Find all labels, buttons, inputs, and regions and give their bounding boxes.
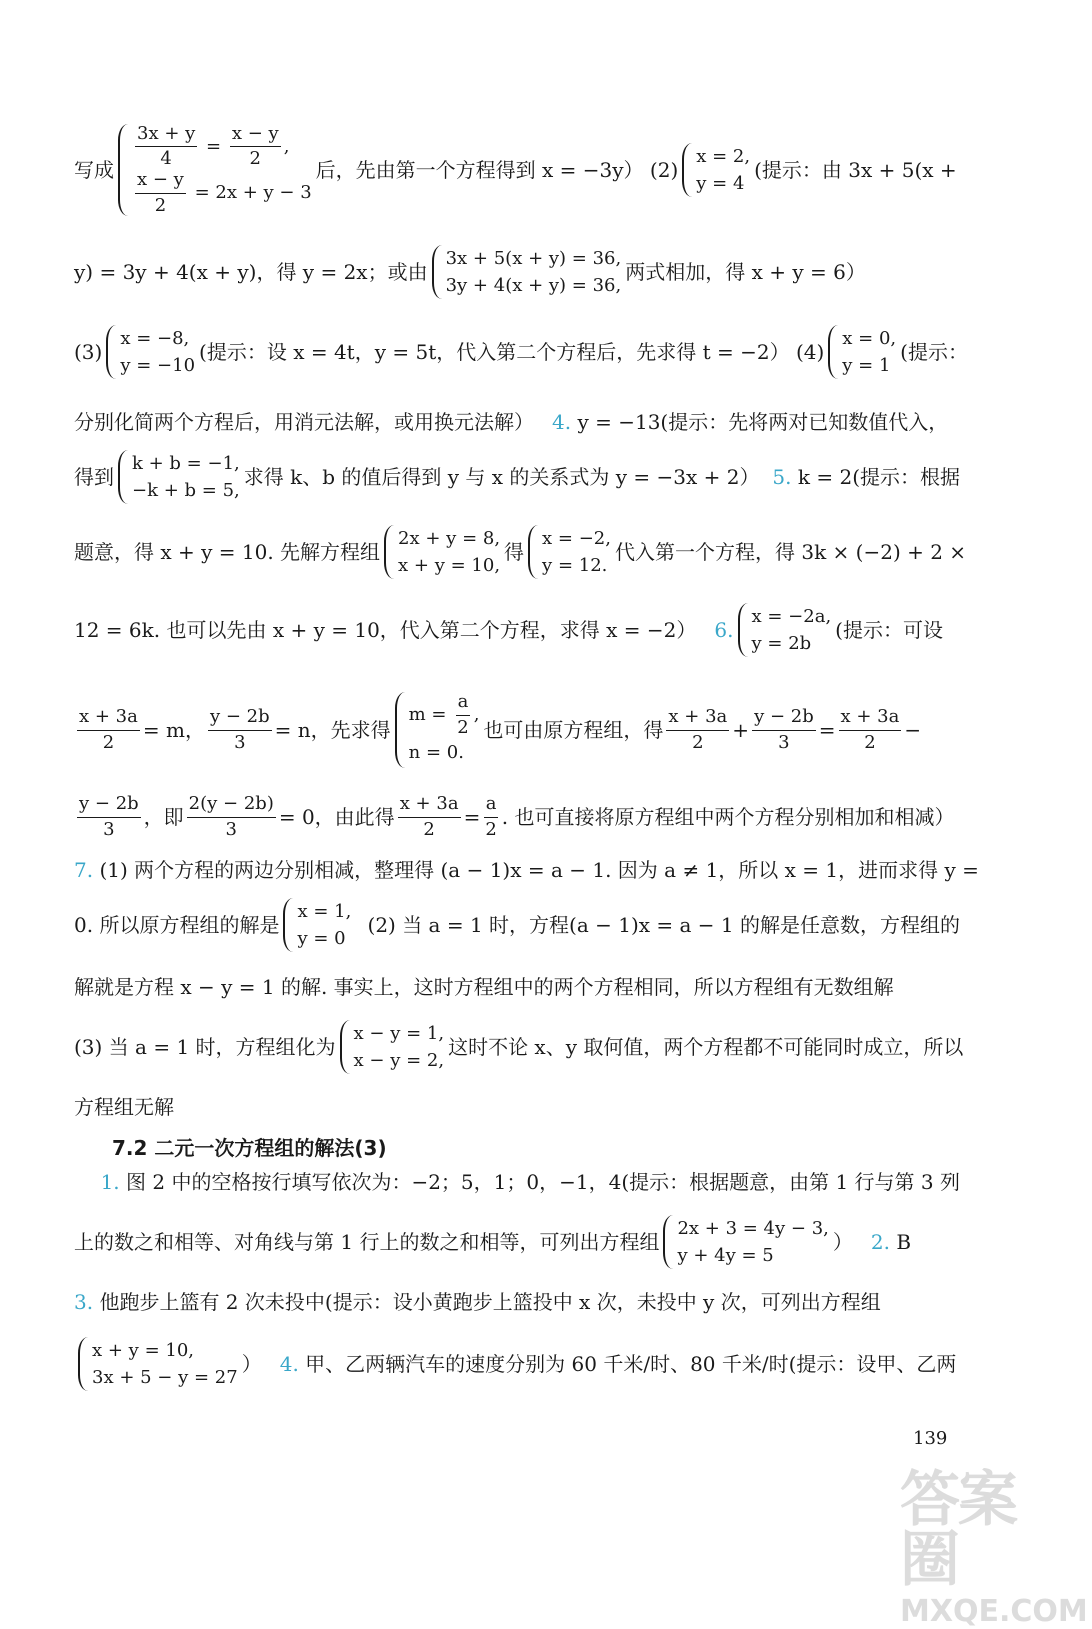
equation-system: k + b = −1, −k + b = 5, bbox=[118, 450, 240, 504]
section-heading: 7.2 二元一次方程组的解法(3) bbox=[112, 1135, 387, 1160]
fraction: $\frac{x - y}{2}$ bbox=[137, 169, 184, 216]
watermark-text: 答案圈 bbox=[900, 1465, 1016, 1595]
equation-system: x = 1, y = 0 bbox=[283, 898, 351, 952]
answer-line-11 bbox=[74, 893, 960, 957]
answer-line-3 bbox=[74, 320, 968, 384]
text: 后，先由第一个方程得到 x = −3y） (2) bbox=[315, 158, 679, 182]
fraction: $\frac{a}{2}$ bbox=[457, 691, 469, 739]
brace-icon bbox=[78, 1337, 88, 1391]
question-number: 6. bbox=[714, 618, 734, 642]
fraction: $\frac{y - 2b}{3}$ bbox=[209, 705, 270, 753]
answer-line-12 bbox=[74, 955, 960, 1019]
brace-icon bbox=[682, 143, 692, 197]
question-number: 2. bbox=[870, 1230, 890, 1254]
equation-system: x = −2, y = 12. bbox=[528, 525, 611, 579]
text: 0. 所以原方程组的解是 bbox=[74, 913, 280, 937]
text: 得到 bbox=[74, 465, 114, 489]
fraction: $\frac{y - 2b}{3}$ bbox=[79, 792, 139, 840]
brace-icon bbox=[283, 898, 293, 952]
text: 图 2 中的空格按行填写依次为：−2；5，1；0，−1，4(提示：根据题意，由第 1 行与第 3 列 bbox=[126, 1170, 960, 1194]
answer-line-8: $\frac{x + 3a}{2}$ = m， $\frac{y - 2b}{3}$ = n，先求得 m = $\frac{a}{2}$ , n = 0. 也可由原方程组，得 $\frac{x + 3a}{2}$ + $\frac{y - 2b}{3}$ = $\frac{x + 3a}{2}$ − bbox=[74, 680, 960, 780]
fraction: $\frac{3x + y}{4}$ bbox=[137, 122, 196, 170]
text: ） bbox=[832, 1230, 853, 1254]
answer-line-5 bbox=[74, 445, 960, 509]
equation-system: 2x + y = 8, x + y = 10, bbox=[384, 525, 500, 579]
text: 求得 k、b 的值后得到 y 与 x 的关系式为 y = −3x + 2） bbox=[243, 465, 760, 489]
text: 他跑步上篮有 2 次未投中(提示：设小黄跑步上篮投中 x 次，未投中 y 次，可列出方程组 bbox=[99, 1290, 881, 1314]
question-number: 5. bbox=[772, 465, 792, 489]
brace-icon bbox=[738, 603, 748, 657]
text: 分别化简两个方程后，用消元法解，或用换元法解） bbox=[74, 410, 534, 434]
brace-icon bbox=[663, 1215, 673, 1269]
text: k = 2(提示：根据 bbox=[797, 465, 960, 489]
text: . 也可直接将原方程组中两个方程分别相加和相减） bbox=[501, 805, 955, 829]
fraction: $\frac{a}{2}$ bbox=[485, 792, 497, 840]
equation-system: x − y = 1, x − y = 2, bbox=[340, 1020, 445, 1074]
text: 甲、乙两辆汽车的速度分别为 60 千米/时、80 千米/时(提示：设甲、乙两 bbox=[305, 1352, 957, 1376]
text: (提示：设 x = 4t，y = 5t，代入第二个方程后，先求得 t = −2） (4) bbox=[199, 340, 825, 364]
text: (提示：可设 bbox=[835, 618, 943, 642]
brace-icon bbox=[106, 325, 116, 379]
text: 方程组无解 bbox=[74, 1095, 174, 1119]
text: 写成 bbox=[74, 158, 114, 182]
text: y) = 3y + 4(x + y)，得 y = 2x；或由 bbox=[74, 260, 428, 284]
fraction: $\frac{x - y}{2}$ bbox=[231, 122, 279, 170]
answer-line-1 bbox=[74, 120, 960, 220]
answer-line-13 bbox=[74, 1015, 964, 1079]
equation-system: x = −8, y = −10 bbox=[106, 325, 195, 379]
fraction: $\frac{2(y - 2b)}{3}$ bbox=[188, 792, 274, 840]
text: (3) 当 a = 1 时，方程组化为 bbox=[74, 1035, 336, 1059]
text: 得 bbox=[504, 540, 525, 564]
question-number: 4. bbox=[279, 1352, 299, 1376]
answer-line-2 bbox=[74, 240, 960, 304]
watermark-domain: MXQE.COM bbox=[900, 1594, 1088, 1629]
answer-line-16 bbox=[74, 1210, 960, 1274]
brace-icon bbox=[340, 1020, 350, 1074]
watermark-logo bbox=[900, 1465, 1088, 1629]
text: (提示：由 3x + 5(x + bbox=[754, 158, 957, 182]
question-number: 7. bbox=[74, 858, 94, 882]
question-number: 1. bbox=[100, 1170, 120, 1194]
brace-icon bbox=[395, 692, 405, 767]
equation-system: x = 0, y = 1 bbox=[828, 325, 896, 379]
equation-system: x + y = 10, 3x + 5 − y = 27 bbox=[78, 1337, 238, 1391]
text: 解就是方程 x − y = 1 的解. 事实上，这时方程组中的两个方程相同，所以方程组有无数组解 bbox=[74, 975, 894, 999]
equation-system: m = $\frac{a}{2}$ , n = 0. bbox=[395, 692, 480, 767]
answer-line-6 bbox=[74, 520, 967, 584]
answer-line-15 bbox=[74, 1150, 960, 1214]
equation-system: x = −2a, y = 2b bbox=[738, 603, 832, 657]
question-number: 4. bbox=[552, 410, 572, 434]
text: (提示： bbox=[900, 340, 968, 364]
fraction: $\frac{y - 2b}{3}$ bbox=[754, 705, 814, 753]
text: 两式相加，得 x + y = 6） bbox=[625, 260, 866, 284]
fraction: $\frac{x + 3a}{2}$ bbox=[668, 705, 728, 753]
equation-system: 3x + 5(x + y) = 36, 3y + 4(x + y) = 36, bbox=[432, 245, 622, 299]
text: (2) 当 a = 1 时，方程(a − 1)x = a − 1 的解是任意数，方程组的 bbox=[367, 913, 960, 937]
text: y = −13(提示：先将两对已知数值代入， bbox=[577, 410, 949, 434]
brace-icon bbox=[384, 525, 394, 579]
fraction: $\frac{x + 3a}{2}$ bbox=[399, 792, 459, 840]
equation-system: 2x + 3 = 4y − 3, y + 4y = 5 bbox=[663, 1215, 828, 1269]
brace-icon bbox=[528, 525, 538, 579]
text: (3) bbox=[74, 340, 103, 364]
text: 这时不论 x、y 取何值，两个方程都不可能同时成立，所以 bbox=[448, 1035, 964, 1059]
text: 也可由原方程组，得 bbox=[483, 718, 664, 742]
fraction: $\frac{x + 3a}{2}$ bbox=[79, 705, 138, 753]
answer-line-18 bbox=[74, 1332, 960, 1396]
text: 12 = 6k. 也可以先由 x + y = 10，代入第二个方程，求得 x = −2） bbox=[74, 618, 697, 642]
answer-line-9: $\frac{y - 2b}{3}$ ，即 $\frac{2(y - 2b)}{3}$ = 0，由此得 $\frac{x + 3a}{2}$ = $\frac{a}{2}$ . 也可直接将原方程组中两个方程分别相加和相减） bbox=[79, 792, 955, 840]
answer-line-17 bbox=[74, 1270, 960, 1334]
text: 上的数之和相等、对角线与第 1 行上的数之和相等，可列出方程组 bbox=[74, 1230, 660, 1254]
answer-line-7 bbox=[74, 598, 960, 662]
brace-icon bbox=[118, 450, 128, 504]
equation-system: x = 2, y = 4 bbox=[682, 143, 750, 197]
text: 代入第一个方程，得 3k × (−2) + 2 × bbox=[614, 540, 967, 564]
brace-icon bbox=[432, 245, 442, 299]
text: 题意，得 x + y = 10. 先解方程组 bbox=[74, 540, 381, 564]
brace-icon bbox=[828, 325, 838, 379]
text: B bbox=[896, 1230, 912, 1254]
question-number: 3. bbox=[74, 1290, 94, 1314]
text: ） bbox=[241, 1352, 262, 1376]
equation-system: $\frac{3x + y}{4}$ = $\frac{x - y}{2}$ , $\frac{x - y}{2}$ = 2x + y − 3 bbox=[118, 124, 312, 217]
fraction: $\frac{x + 3a}{2}$ bbox=[840, 705, 900, 753]
page-number: 139 bbox=[913, 1428, 948, 1449]
text: (1) 两个方程的两边分别相减，整理得 (a − 1)x = a − 1. 因为 a ≠ 1，所以 x = 1，进而求得 y = bbox=[99, 858, 979, 882]
brace-icon bbox=[118, 124, 128, 217]
